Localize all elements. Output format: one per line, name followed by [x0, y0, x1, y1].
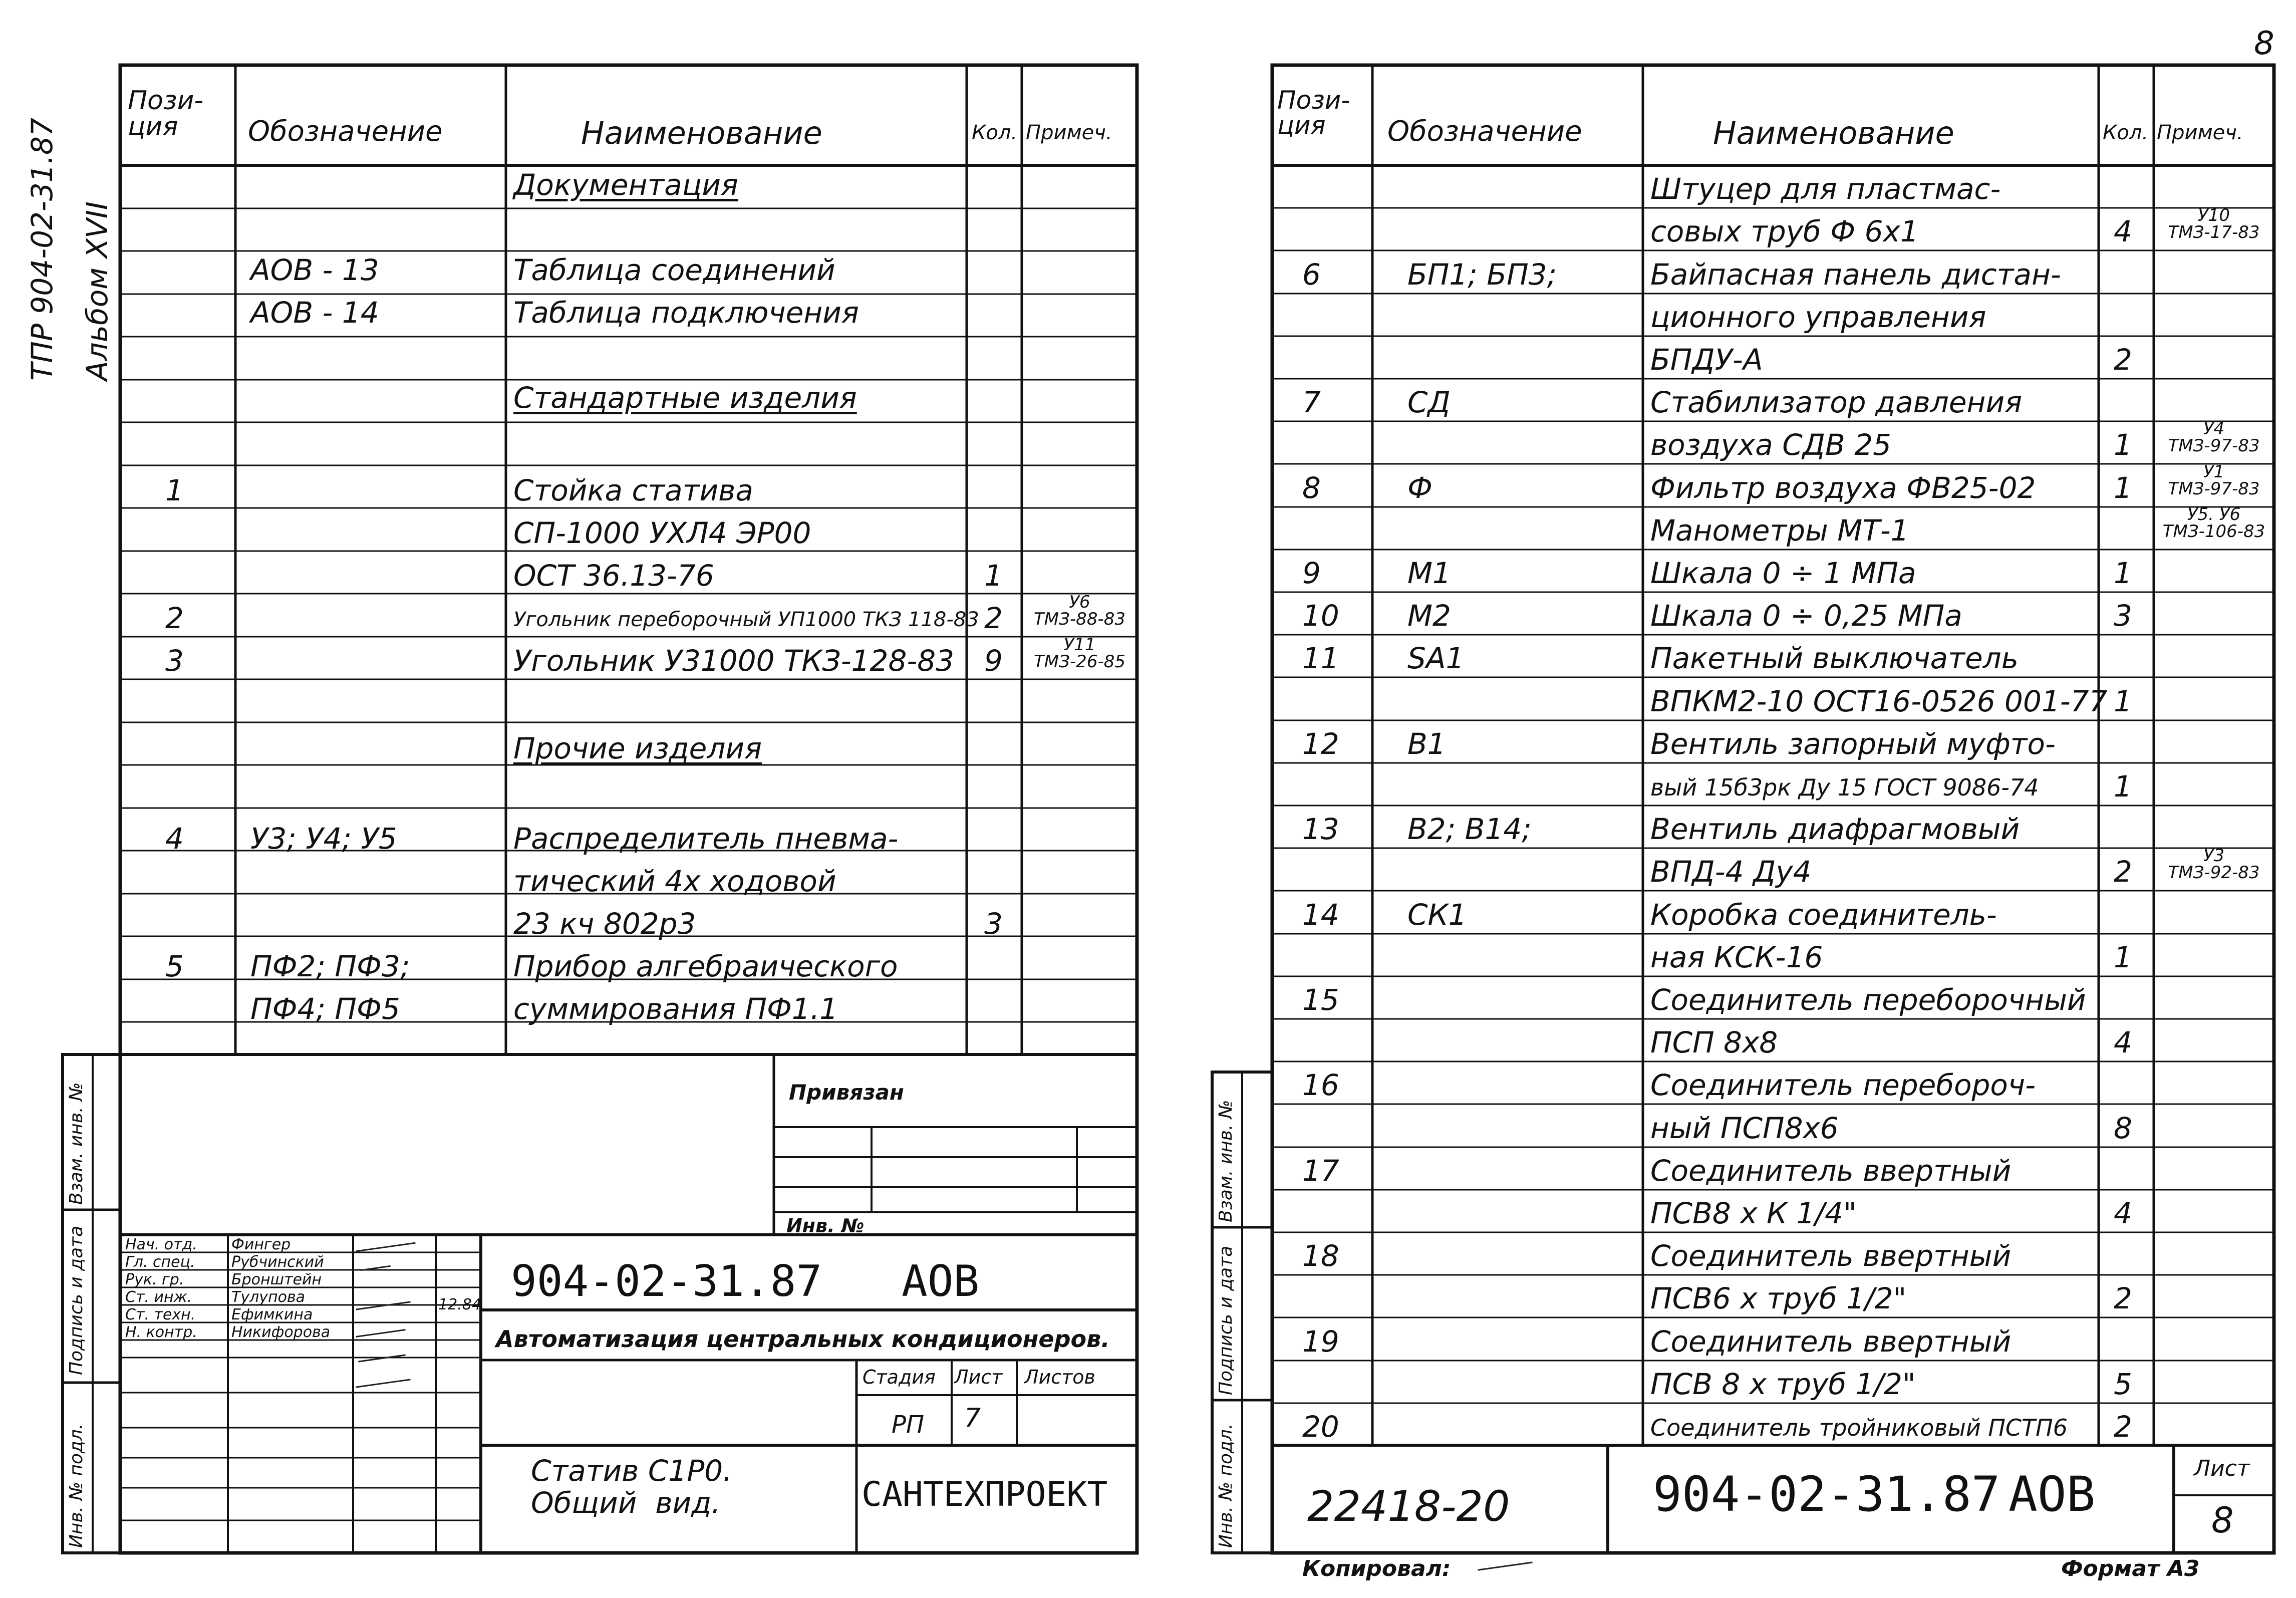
staff-name: Бронштейн: [231, 1271, 322, 1288]
table-cell-name: суммирования ПФ1.1: [513, 992, 838, 1026]
table-cell-name: Манометры МТ-1: [1650, 513, 1909, 548]
table-cell-name: Соединитель переборочный: [1650, 983, 2086, 1017]
table-cell-designation: М1: [1407, 556, 1451, 590]
table-cell-position: 19: [1302, 1324, 1339, 1359]
table-cell-note: У4 ТМЗ-97-83: [2168, 419, 2260, 456]
stamp-stage-label: Стадия: [863, 1366, 936, 1388]
table-cell-name: 23 кч 802р3: [513, 907, 696, 941]
table-cell-name: тический 4х ходовой: [513, 864, 836, 898]
stamp-privyazan: Привязан: [789, 1080, 904, 1105]
stamp-sheet: 7: [964, 1403, 981, 1433]
table-cell-qty: 3: [2114, 599, 2132, 633]
table-cell-name: ный ПСП8х6: [1650, 1111, 1839, 1145]
album-volume: Альбом XVII: [80, 201, 114, 381]
staff-role: Ст. техн.: [125, 1306, 196, 1323]
table-cell-position: 2: [165, 601, 184, 635]
stamp-sheet-label: Лист: [954, 1366, 1003, 1388]
table-cell-name: Пакетный выключатель: [1650, 641, 2019, 675]
table-cell-name: Фильтр воздуха ФВ25-02: [1650, 471, 2036, 505]
table-cell-qty: 2: [2114, 343, 2132, 377]
table-cell-name: Штуцер для пластмас-: [1650, 172, 2001, 206]
table-cell-name: Соединитель переборoч-: [1650, 1068, 2036, 1102]
table-cell-name: Соединитель ввертный: [1650, 1154, 2012, 1188]
page-number: 8: [2254, 25, 2274, 62]
table-cell-name: ционного управления: [1650, 300, 1986, 334]
table-cell-name: ВПКМ2-10 ОСТ16-0526 001-77: [1650, 684, 2108, 718]
handwritten-archive-number: 22418-20: [1307, 1482, 1510, 1531]
right-side-inv-podl: Инв. № подл.: [1216, 1423, 1236, 1548]
table-cell-name: Вентиль запорный муфто-: [1650, 727, 2056, 761]
table-cell-designation: АОВ - 14: [250, 296, 379, 330]
table-cell-name: Прибор алгебраического: [513, 949, 898, 983]
table-cell-position: 7: [1302, 385, 1321, 419]
stamp-project: Автоматизация центральных кондиционеров.: [496, 1325, 1110, 1353]
table-cell-name: ная КСК-16: [1650, 940, 1823, 974]
table-cell-name: совых труб Ф 6х1: [1650, 214, 1919, 248]
table-cell-name: вый 15б3рк Ду 15 ГОСТ 9086-74: [1650, 774, 2039, 801]
staff-role: Н. контр.: [125, 1323, 197, 1341]
table-cell-qty: 2: [2114, 1410, 2132, 1444]
table-cell-name: Документация: [513, 168, 738, 202]
table-cell-position: 20: [1302, 1410, 1339, 1444]
table-cell-position: 9: [1302, 556, 1321, 590]
table-cell-name: Коробка соединитель-: [1650, 898, 1997, 932]
right-stamp-doc-code: 904-02-31.87: [1653, 1466, 2000, 1522]
table-cell-qty: 2: [2114, 1281, 2132, 1315]
left-side-inv-vzam: Взам. инв. №: [66, 1082, 87, 1205]
table-cell-position: 12: [1302, 727, 1339, 761]
table-cell-qty: 5: [2114, 1367, 2132, 1401]
table-cell-note: У5. У6 ТМЗ-106-83: [2162, 504, 2265, 542]
table-cell-name: Прочие изделия: [513, 731, 762, 765]
table-cell-position: 5: [165, 949, 184, 983]
table-cell-name: ПСВ6 х труб 1/2": [1650, 1281, 1907, 1315]
left-header-designation: Обозначение: [248, 115, 443, 148]
stamp-date: 12.84: [438, 1296, 481, 1313]
stamp-mark: АОВ: [902, 1256, 980, 1306]
right-header-designation: Обозначение: [1387, 115, 1582, 148]
table-cell-qty: 2: [2114, 855, 2132, 889]
table-cell-name: ОСТ 36.13-76: [513, 559, 714, 593]
table-cell-designation: АОВ - 13: [250, 253, 379, 287]
table-cell-designation: М2: [1407, 599, 1451, 633]
table-cell-position: 14: [1302, 898, 1339, 932]
table-cell-note: У3 ТМЗ-92-83: [2168, 846, 2260, 883]
left-side-inv-podl: Инв. № подл.: [66, 1423, 87, 1548]
staff-name: Ефимкина: [231, 1306, 313, 1323]
table-cell-designation: В1: [1407, 727, 1446, 761]
table-cell-position: 10: [1302, 599, 1339, 633]
staff-role: Рук. гр.: [125, 1271, 184, 1288]
table-cell-designation: Ф: [1407, 471, 1432, 505]
stamp-doc-code: 904-02-31.87: [511, 1256, 822, 1306]
table-cell-designation: ПФ4; ПФ5: [250, 992, 400, 1026]
stamp-drawing-title: Статив С1Р0. Общий вид.: [531, 1454, 732, 1520]
footer-copied: Копировал:: [1302, 1556, 1451, 1581]
table-cell-note: У10 ТМЗ-17-83: [2168, 205, 2260, 242]
table-cell-name: Угольник переборочный УП1000 ТКЗ 118-83: [513, 608, 979, 631]
table-cell-position: 8: [1302, 471, 1321, 505]
right-header-name: Наименование: [1713, 115, 1954, 151]
table-cell-name: СП-1000 УХЛ4 ЭР00: [513, 516, 811, 550]
table-cell-qty: 4: [2114, 214, 2132, 248]
table-cell-designation: В2; В14;: [1407, 812, 1532, 846]
table-cell-name: Соединитель ввертный: [1650, 1239, 2012, 1273]
table-cell-qty: 3: [984, 907, 1003, 941]
left-header-note: Примеч.: [1026, 121, 1112, 144]
table-cell-name: Стандартные изделия: [513, 381, 857, 415]
table-cell-position: 1: [165, 473, 184, 507]
table-cell-qty: 4: [2114, 1025, 2132, 1059]
table-cell-name: Таблица подключения: [513, 296, 859, 330]
table-cell-designation: У3; У4; У5: [250, 822, 397, 856]
stamp-sheets-label: Листов: [1024, 1366, 1095, 1388]
table-cell-name: Стойка статива: [513, 473, 753, 507]
stamp-organization: САНТЕХПРОЕКТ: [862, 1475, 1108, 1514]
staff-name: Тулупова: [231, 1288, 306, 1306]
table-cell-qty: 1: [2114, 684, 2132, 718]
left-header-position: Пози- ция: [128, 86, 204, 142]
table-cell-name: Угольник У31000 ТКЗ-128-83: [513, 644, 955, 678]
right-header-position: Пози- ция: [1277, 86, 1350, 140]
table-cell-name: ПСП 8х8: [1650, 1025, 1778, 1059]
table-cell-name: Таблица соединений: [513, 253, 835, 287]
table-cell-position: 3: [165, 644, 184, 678]
table-cell-qty: 9: [984, 644, 1003, 678]
staff-name: Никифорова: [231, 1323, 331, 1341]
staff-role: Нач. отд.: [125, 1236, 197, 1253]
table-cell-name: Байпасная панель дистан-: [1650, 257, 2061, 292]
table-cell-name: БПДУ-А: [1650, 343, 1763, 377]
right-header-note: Примеч.: [2157, 121, 2243, 144]
table-cell-name: ПСВ 8 х труб 1/2": [1650, 1367, 1916, 1401]
album-code: ТПР 904-02-31.87: [25, 118, 59, 381]
table-cell-qty: 1: [2114, 940, 2132, 974]
table-cell-designation: ПФ2; ПФ3;: [250, 949, 410, 983]
table-cell-name: Вентиль диафрагмовый: [1650, 812, 2020, 846]
right-header-qty: Кол.: [2103, 121, 2149, 144]
right-stamp-sheet-label: Лист: [2194, 1456, 2250, 1481]
table-cell-name: воздуха СДВ 25: [1650, 428, 1892, 462]
table-cell-note: У6 ТМЗ-88-83: [1034, 592, 1125, 629]
table-cell-position: 16: [1302, 1068, 1339, 1102]
table-cell-position: 18: [1302, 1239, 1339, 1273]
right-side-sign-date: Подпись и дата: [1216, 1245, 1236, 1395]
footer-format: Формат А3: [2061, 1556, 2200, 1581]
stamp-inv-no: Инв. №: [786, 1215, 865, 1237]
table-cell-name: Шкала 0 ÷ 0,25 МПа: [1650, 599, 1962, 633]
table-cell-designation: СД: [1407, 385, 1451, 419]
table-cell-designation: СК1: [1407, 898, 1467, 932]
table-cell-qty: 1: [2114, 471, 2132, 505]
table-cell-name: Соединитель тройниковый ПСТП6: [1650, 1414, 2068, 1441]
left-header-qty: Кол.: [972, 121, 1018, 144]
table-cell-position: 13: [1302, 812, 1339, 846]
table-cell-position: 4: [165, 822, 184, 856]
table-cell-qty: 1: [2114, 556, 2132, 590]
table-cell-qty: 1: [2114, 769, 2132, 804]
table-cell-qty: 4: [2114, 1196, 2132, 1230]
table-cell-name: Стабилизатор давления: [1650, 385, 2023, 419]
stamp-stage: РП: [892, 1411, 925, 1439]
right-stamp-sheet: 8: [2211, 1500, 2234, 1541]
staff-name: Фингер: [231, 1236, 291, 1253]
table-cell-designation: SA1: [1407, 641, 1465, 675]
left-side-sign-date: Подпись и дата: [66, 1225, 87, 1375]
table-cell-name: Соединитель ввертный: [1650, 1324, 2012, 1359]
table-cell-position: 17: [1302, 1154, 1339, 1188]
table-cell-name: Распределитель пневма-: [513, 822, 899, 856]
table-cell-name: ВПД-4 Ду4: [1650, 855, 1812, 889]
staff-role: Ст. инж.: [125, 1288, 192, 1306]
left-header-name: Наименование: [581, 115, 822, 151]
table-cell-name: ПСВ8 х К 1/4": [1650, 1196, 1857, 1230]
table-cell-name: Шкала 0 ÷ 1 МПа: [1650, 556, 1916, 590]
table-cell-position: 15: [1302, 983, 1339, 1017]
staff-role: Гл. спец.: [125, 1253, 195, 1271]
table-cell-position: 11: [1302, 641, 1339, 675]
right-side-inv-vzam: Взам. инв. №: [1216, 1100, 1236, 1222]
table-cell-note: У11 ТМЗ-26-85: [1034, 635, 1125, 672]
table-cell-position: 6: [1302, 257, 1321, 292]
table-cell-note: У1 ТМЗ-97-83: [2168, 462, 2260, 499]
table-cell-qty: 2: [984, 601, 1003, 635]
table-cell-qty: 1: [2114, 428, 2132, 462]
table-cell-qty: 1: [984, 559, 1003, 593]
right-stamp-mark: АОВ: [2008, 1466, 2096, 1522]
table-cell-qty: 8: [2114, 1111, 2132, 1145]
table-cell-designation: БП1; БП3;: [1407, 257, 1557, 292]
staff-name: Рубчинский: [231, 1253, 324, 1271]
